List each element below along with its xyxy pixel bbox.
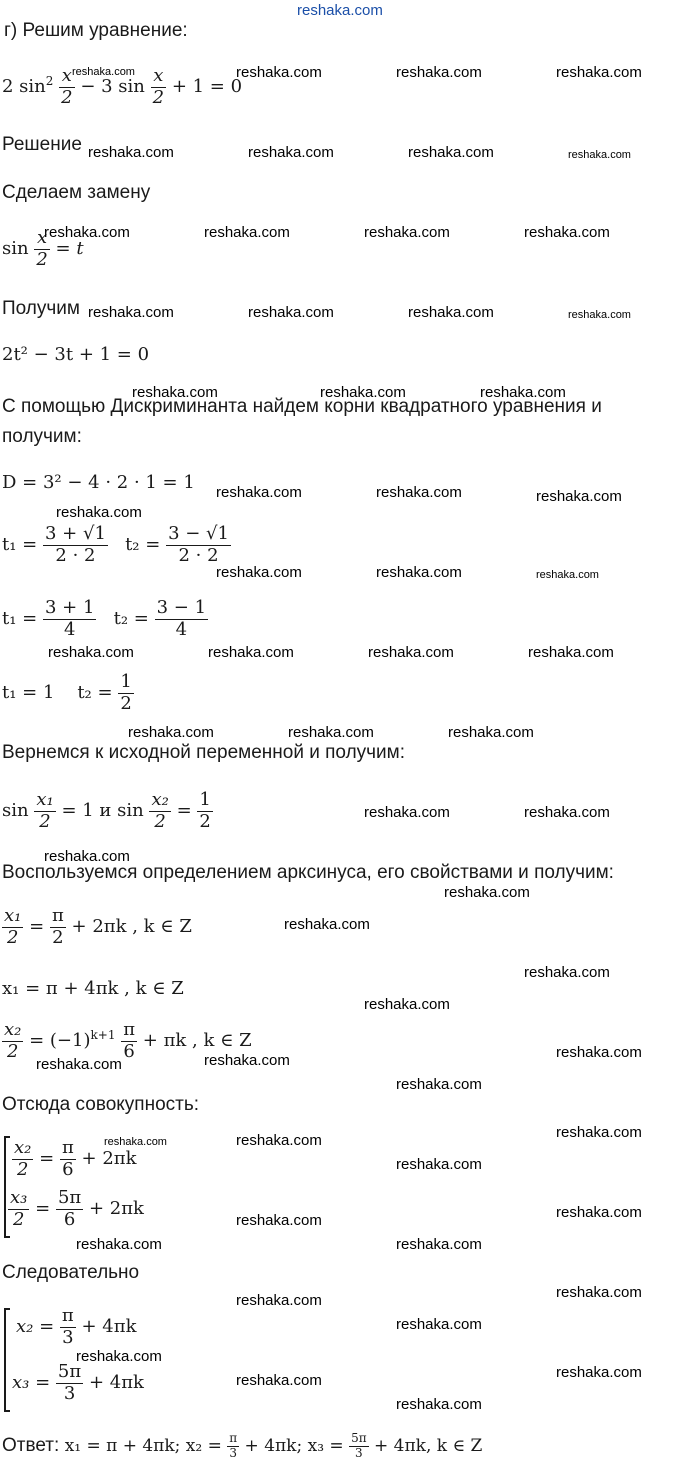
watermark: reshaka.com xyxy=(408,144,494,161)
answer-fraction xyxy=(349,1432,369,1461)
den: 3 xyxy=(56,1383,83,1405)
num: π xyxy=(61,1137,74,1158)
watermark: reshaka.com xyxy=(556,1284,642,1301)
watermark: reshaka.com xyxy=(448,724,534,741)
obtain-label: Получим xyxy=(2,298,80,319)
exp: k+1 xyxy=(90,1028,116,1043)
num: 3 − √1 xyxy=(168,523,229,544)
watermark: reshaka.com xyxy=(444,884,530,901)
eq2: = xyxy=(176,800,192,822)
answer-part: x₁ = π + 4πk; x₂ = xyxy=(64,1435,222,1456)
t2: t₂ = xyxy=(125,534,161,556)
quadratic-eq: 2t² − 3t + 1 = 0 xyxy=(2,344,150,365)
watermark: reshaka.com xyxy=(72,66,135,78)
eq-exp: 2 xyxy=(45,74,54,89)
lhs-fraction xyxy=(12,1138,33,1180)
arcsin-text: Воспользуемся определением арксинуса, его свойствами и получим: xyxy=(2,862,614,883)
eq-part: 2 sin xyxy=(2,76,46,98)
watermark: reshaka.com xyxy=(368,644,454,661)
set-line-4 xyxy=(12,1362,144,1404)
t2-fraction xyxy=(155,598,208,640)
return-text: Вернемся к исходной переменной и получим: xyxy=(2,742,406,763)
eq-part: + 1 = 0 xyxy=(171,76,243,98)
watermark: reshaka.com xyxy=(364,996,450,1013)
rest: + 2πk xyxy=(81,1148,137,1170)
den: 2 xyxy=(120,692,132,714)
watermark: reshaka.com xyxy=(284,916,370,933)
watermark: reshaka.com xyxy=(36,1056,122,1073)
watermark: reshaka.com xyxy=(396,1076,482,1093)
x1-line: x₁ = π + 4πk , k ∈ Z xyxy=(2,978,184,999)
back-substitution xyxy=(2,790,213,832)
den: 2 xyxy=(8,1209,29,1231)
watermark: reshaka.com xyxy=(104,1136,167,1148)
num: 5π xyxy=(57,1187,82,1208)
num: x₁ xyxy=(4,905,22,926)
t2-fraction xyxy=(118,672,133,714)
den: 3 xyxy=(349,1446,369,1461)
eq: = xyxy=(35,1198,51,1220)
den: 2 · 2 xyxy=(43,545,108,567)
rest: + 4πk xyxy=(88,1372,144,1394)
den: 2 xyxy=(50,927,66,949)
den: 2 xyxy=(149,811,170,833)
watermark: reshaka.com xyxy=(76,1236,162,1253)
den: 2 xyxy=(34,811,55,833)
therefore-text: Следовательно xyxy=(2,1262,140,1283)
watermark: reshaka.com xyxy=(44,848,130,865)
lhs: x₂ = xyxy=(16,1316,55,1338)
watermark: reshaka.com xyxy=(364,804,450,821)
discriminant-text-2: получим: xyxy=(2,426,82,447)
t1: t₁ = xyxy=(2,608,38,630)
num: x₂ xyxy=(151,789,169,810)
watermark: reshaka.com xyxy=(128,724,214,741)
watermark: reshaka.com xyxy=(376,484,462,501)
num: π xyxy=(123,1019,136,1040)
watermark: reshaka.com xyxy=(48,644,134,661)
solution-label: Решение xyxy=(2,134,82,155)
answer-part: + 4πk, k ∈ Z xyxy=(374,1435,483,1456)
lhs: x₃ = xyxy=(12,1372,51,1394)
num: 3 + √1 xyxy=(45,523,106,544)
watermark: reshaka.com xyxy=(248,304,334,321)
roots-line-3 xyxy=(2,672,134,714)
eq-fraction xyxy=(151,66,166,108)
num: x₂ xyxy=(14,1137,32,1158)
watermark: reshaka.com xyxy=(236,1372,322,1389)
eq1: = 1 и sin xyxy=(61,800,144,822)
watermark: reshaka.com xyxy=(524,804,610,821)
watermark: reshaka.com xyxy=(556,1124,642,1141)
den: 3 xyxy=(227,1446,239,1461)
num: π xyxy=(229,1431,238,1445)
watermark: reshaka.com xyxy=(236,64,322,81)
watermark: reshaka.com xyxy=(556,64,642,81)
watermark: reshaka.com xyxy=(524,224,610,241)
answer-label: Ответ: xyxy=(2,1434,60,1456)
watermark: reshaka.com xyxy=(76,1348,162,1365)
num: x xyxy=(153,65,164,86)
t1-fraction xyxy=(43,524,108,566)
rhs-fraction xyxy=(60,1138,76,1180)
set-bracket-2 xyxy=(4,1308,10,1412)
watermark: reshaka.com xyxy=(556,1044,642,1061)
watermark: reshaka.com xyxy=(288,724,374,741)
den: 2 xyxy=(2,927,23,949)
num: π xyxy=(61,1305,74,1326)
roots-line-1 xyxy=(2,524,231,566)
rest: + 2πk , k ∈ Z xyxy=(71,916,192,938)
den: 3 xyxy=(60,1327,76,1349)
t2: t₂ = xyxy=(113,608,149,630)
watermark: reshaka.com xyxy=(408,304,494,321)
half-fraction xyxy=(197,790,212,832)
section-title: г) Решим уравнение: xyxy=(4,20,188,41)
watermark: reshaka.com xyxy=(556,1204,642,1221)
num: 3 + 1 xyxy=(45,597,95,618)
watermark: reshaka.com xyxy=(396,1236,482,1253)
den: 2 xyxy=(199,810,211,832)
num: x xyxy=(36,227,48,248)
lhs-fraction xyxy=(2,1020,23,1062)
rhs-fraction xyxy=(60,1306,76,1348)
eq: = (−1) xyxy=(29,1030,91,1052)
num: 1 xyxy=(199,789,211,810)
set-line-2 xyxy=(8,1188,144,1230)
rhs-fraction xyxy=(56,1188,83,1230)
watermark: reshaka.com xyxy=(216,564,302,581)
watermark: reshaka.com xyxy=(556,1364,642,1381)
den: 2 xyxy=(2,1041,23,1063)
watermark: reshaka.com xyxy=(204,1052,290,1069)
watermark: reshaka.com xyxy=(536,488,622,505)
watermark: reshaka.com xyxy=(320,384,406,401)
watermark: reshaka.com xyxy=(396,64,482,81)
rhs-fraction xyxy=(56,1362,83,1404)
num: 5π xyxy=(57,1361,82,1382)
den: 2 xyxy=(36,248,48,270)
watermark: reshaka.com xyxy=(132,384,218,401)
watermark: reshaka.com xyxy=(88,144,174,161)
roots-line-2 xyxy=(2,598,208,640)
t2: t₂ = xyxy=(77,682,113,704)
rest: + 4πk xyxy=(81,1316,137,1338)
sin: sin xyxy=(2,800,29,822)
den: 6 xyxy=(56,1209,83,1231)
den: 2 · 2 xyxy=(166,545,231,567)
watermark: reshaka.com xyxy=(364,224,450,241)
watermark: reshaka.com xyxy=(248,144,334,161)
substitution-label: Сделаем замену xyxy=(2,182,151,203)
watermark: reshaka.com xyxy=(88,304,174,321)
den: 6 xyxy=(121,1041,137,1063)
num: x₂ xyxy=(4,1019,22,1040)
site-watermark: reshaka.com xyxy=(297,2,383,19)
t2-fraction xyxy=(166,524,231,566)
num: 5π xyxy=(351,1431,367,1445)
t1: t₁ = xyxy=(2,534,38,556)
answer-fraction xyxy=(227,1432,239,1461)
watermark: reshaka.com xyxy=(524,964,610,981)
watermark: reshaka.com xyxy=(376,564,462,581)
watermark: reshaka.com xyxy=(236,1132,322,1149)
eq-part: − 3 sin xyxy=(80,76,145,98)
discriminant-text-1: С помощью Дискриминанта найдем корни квадратного уравнения и xyxy=(2,396,602,417)
watermark: reshaka.com xyxy=(528,644,614,661)
t1: t₁ = 1 xyxy=(2,682,55,704)
num: x xyxy=(61,65,72,86)
den: 4 xyxy=(43,619,96,641)
discriminant-eq: D = 3² − 4 · 2 · 1 = 1 xyxy=(2,472,195,493)
watermark: reshaka.com xyxy=(236,1212,322,1229)
answer-part: + 4πk; x₃ = xyxy=(244,1435,344,1456)
num: 3 − 1 xyxy=(156,597,207,618)
watermark: reshaka.com xyxy=(44,224,130,241)
rhs: = t xyxy=(55,238,84,260)
t1-fraction xyxy=(43,598,96,640)
num: x₃ xyxy=(10,1187,28,1208)
watermark: reshaka.com xyxy=(204,224,290,241)
answer-line xyxy=(2,1432,482,1461)
watermark: reshaka.com xyxy=(396,1156,482,1173)
den: 4 xyxy=(155,619,208,641)
sin: sin xyxy=(2,238,29,260)
set-line-3 xyxy=(16,1306,136,1348)
pi-fraction xyxy=(50,906,66,948)
rest: + πk , k ∈ Z xyxy=(142,1030,252,1052)
den: 6 xyxy=(60,1159,76,1181)
x2-fraction xyxy=(149,790,170,832)
rest: + 2πk xyxy=(88,1198,144,1220)
set-text: Отсюда совокупность: xyxy=(2,1094,200,1115)
watermark: reshaka.com xyxy=(568,309,631,321)
watermark: reshaka.com xyxy=(56,504,142,521)
den: 2 xyxy=(12,1159,33,1181)
eq: = xyxy=(29,916,45,938)
x1-fraction xyxy=(34,790,55,832)
x1-half-line xyxy=(2,906,192,948)
watermark: reshaka.com xyxy=(216,484,302,501)
pi-fraction xyxy=(121,1020,137,1062)
den: 2 xyxy=(152,86,165,108)
lhs-fraction xyxy=(2,906,23,948)
watermark: reshaka.com xyxy=(396,1396,482,1413)
den: 2 xyxy=(61,86,73,108)
watermark: reshaka.com xyxy=(208,644,294,661)
eq: = xyxy=(39,1148,55,1170)
watermark: reshaka.com xyxy=(536,569,599,581)
lhs-fraction xyxy=(8,1188,29,1230)
num: x₁ xyxy=(36,789,54,810)
watermark: reshaka.com xyxy=(396,1316,482,1333)
watermark: reshaka.com xyxy=(236,1292,322,1309)
watermark: reshaka.com xyxy=(480,384,566,401)
watermark: reshaka.com xyxy=(568,149,631,161)
num: 1 xyxy=(120,671,132,692)
num: π xyxy=(51,905,64,926)
